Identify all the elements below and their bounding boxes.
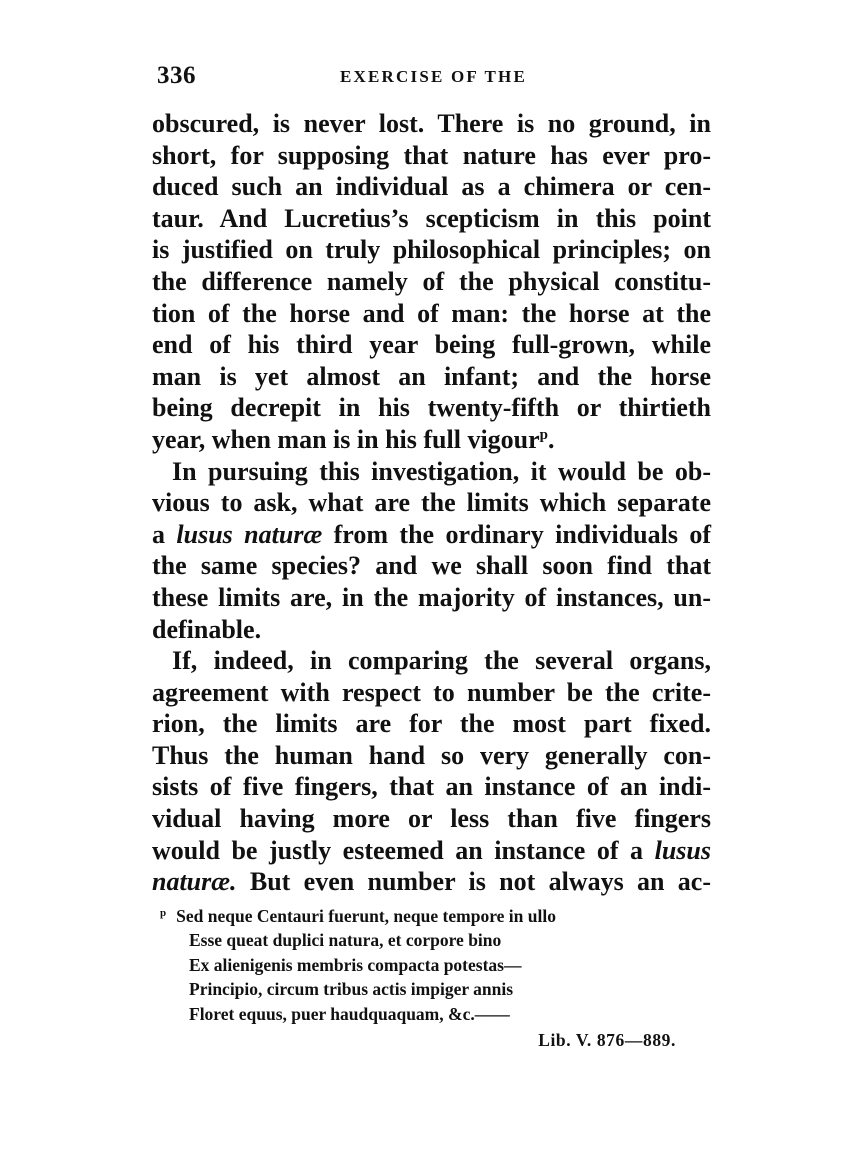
text-line: definable.	[152, 614, 262, 644]
body-text	[152, 108, 711, 898]
footnote-line: Esse queat duplici natura, et corpore bino	[189, 930, 502, 951]
italic-phrase: lusus naturæ	[176, 519, 323, 549]
text-line: the difference namely of the physical constitu-	[152, 266, 711, 296]
text-line: year, when man is in his full vigour$^p$.	[152, 424, 555, 454]
text-line: end of his third year being full-grown, while	[152, 330, 711, 360]
text-line	[152, 866, 711, 898]
text-segment: from the ordinary individuals of	[333, 519, 712, 549]
text-line	[152, 835, 711, 867]
footnote-mark: p	[160, 907, 167, 919]
text-line: being decrepit in his twenty-fifth or thirtieth	[152, 393, 711, 423]
text-line: is justified on truly philosophical principles; on	[152, 235, 711, 265]
footnote-line: Ex alienigenis membris compacta potestas—	[189, 954, 522, 975]
text-line: the same species? and we shall soon find that	[152, 551, 711, 581]
text-line: these limits are, in the majority of instances, un-	[152, 582, 711, 612]
text-line: vidual having more or less than five fingers	[152, 804, 711, 834]
text-segment: But even number is not always an ac-	[249, 867, 712, 897]
page-header	[157, 60, 713, 92]
text-line: man is yet almost an infant; and the horse	[152, 361, 711, 391]
footnote-reference: p	[539, 426, 549, 443]
text-line: duced such an individual as a chimera or cen-	[152, 172, 711, 202]
text-line: sists of five fingers, that an instance of an indi-	[152, 772, 711, 802]
footnote-line	[160, 904, 680, 928]
running-head: EXERCISE OF THE	[340, 67, 527, 86]
text-segment: a	[152, 519, 165, 549]
footnote-line: Floret equus, puer haudquaquam, &c.——	[189, 1003, 510, 1024]
text-line: taur. And Lucretius’s scepticism in this point	[152, 203, 711, 233]
page-number: 336	[157, 62, 196, 89]
footnote-text: Sed neque Centauri fuerunt, neque tempore in ullo	[176, 906, 556, 926]
text-line: In pursuing this investigation, it would be ob-	[172, 456, 711, 486]
footnote-source: Lib. V. 876—889.	[538, 1029, 676, 1050]
text-line: Thus the human hand so very generally con-	[152, 740, 711, 770]
text-line: agreement with respect to number be the crite-	[152, 677, 711, 707]
text-line: rion, the limits are for the most part fixed.	[152, 709, 711, 739]
italic-phrase: naturæ.	[152, 867, 237, 897]
text-line: vious to ask, what are the limits which separate	[152, 488, 711, 518]
text-segment: year, when man is in his full vigour	[152, 424, 540, 454]
text-line: If, indeed, in comparing the several organs,	[172, 646, 711, 676]
text-line: obscured, is never lost. There is no ground, in	[152, 109, 711, 138]
italic-phrase: lusus	[654, 835, 712, 865]
footnote	[160, 904, 680, 1052]
text-line	[152, 519, 711, 551]
text-line: tion of the horse and of man: the horse at the	[152, 298, 711, 328]
text-line: short, for supposing that nature has ever pro-	[152, 140, 711, 170]
footnote-line: Principio, circum tribus actis impiger annis	[189, 979, 514, 1000]
text-segment: would be justly esteemed an instance of a	[152, 835, 644, 865]
